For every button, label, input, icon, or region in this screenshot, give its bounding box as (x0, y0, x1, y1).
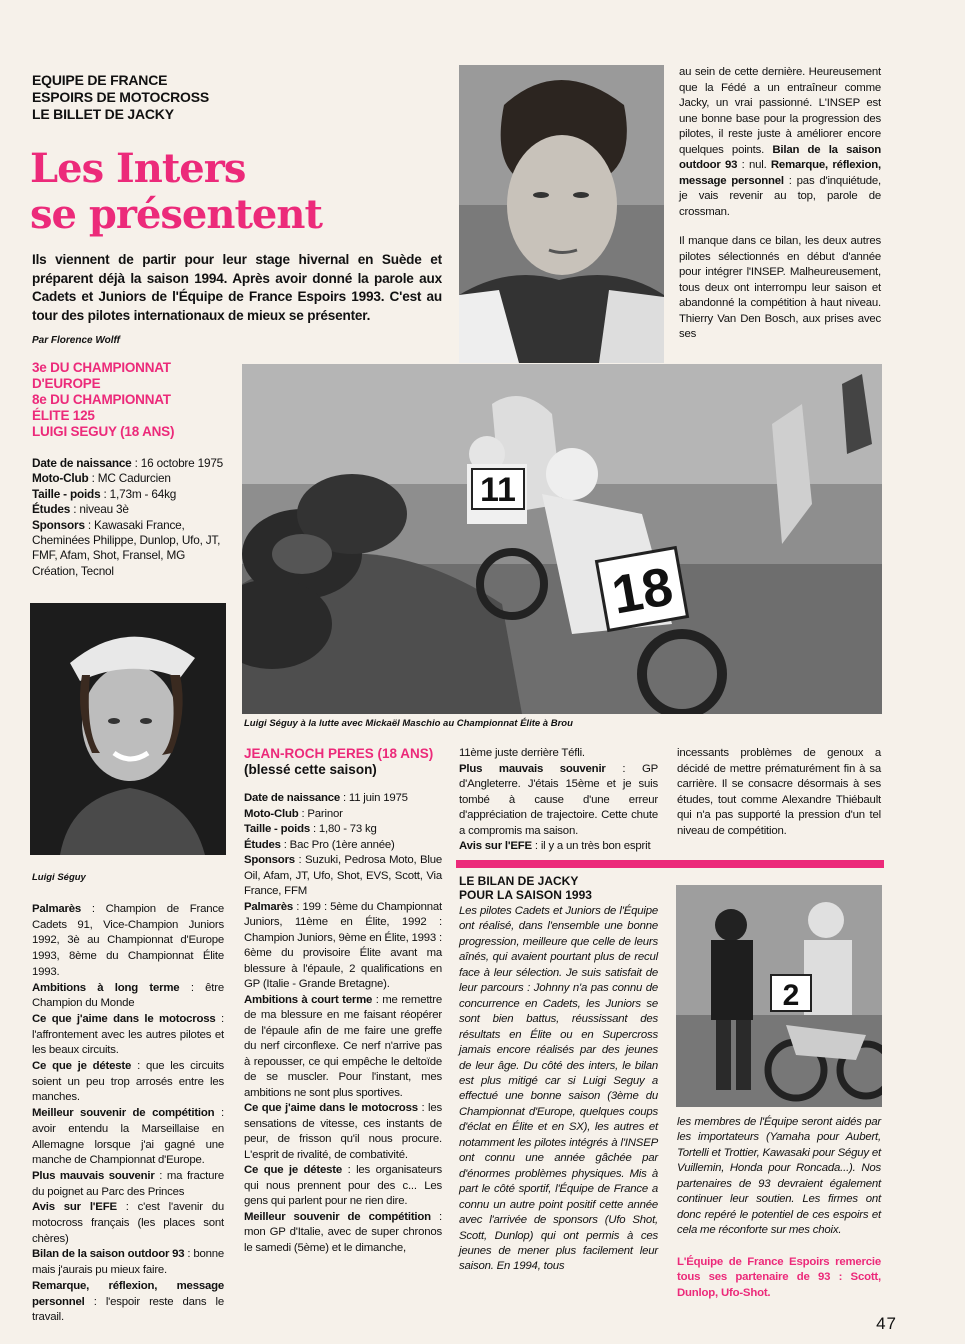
field-value: : les organisateurs qui nous prennent pour des c... Les gens qui parlent pour ne rien dire. (244, 1164, 442, 1207)
field-value: : Parinor (298, 807, 343, 820)
id-field (244, 1101, 442, 1163)
field-label: Taille - poids (244, 823, 310, 835)
field-value: : nul. (737, 159, 767, 171)
id-field (244, 791, 442, 807)
field-label: Plus mauvais souvenir (32, 1169, 155, 1182)
field-value: : me remettre de ma blessure en me faisant réopérer de l'épaule afin de me faire une greffe du nerf circonflexe. Ce nerf n'arrive pas à repousser, ce qui empêche le deltoïde de se muscler. Pour l'instant, mes ambitions ne sont plus sportives. (244, 993, 443, 1099)
id-field (244, 853, 442, 900)
field-value: : 1,80 - 73 kg (309, 823, 377, 835)
field-label: Sponsors (244, 854, 295, 866)
field-value: : 16 octobre 1975 (131, 456, 224, 470)
bio-field (32, 1247, 224, 1278)
bio-field (32, 902, 224, 981)
portrait-icon (459, 65, 664, 363)
field-value: : pas d'inquiétude, je vais revenir au top, parole de crossman. (679, 174, 881, 218)
field-value: 11ème juste derrière Téfli. (459, 747, 585, 759)
field-value: : bonne mais j'aurais pu mieux faire. (32, 1248, 225, 1277)
id-field (244, 1210, 442, 1257)
field-value: : il y a un très bon esprit (531, 840, 651, 852)
field-value: : être Champion du Monde (32, 981, 224, 1010)
field-label: Palmarès (32, 903, 82, 915)
race-plate-label: 18 (607, 556, 678, 626)
race-photo-icon (242, 364, 882, 714)
id-field (32, 518, 232, 580)
id-field (244, 822, 442, 838)
seguy-caption: Luigi Séguy (32, 872, 86, 883)
id-field (459, 762, 658, 840)
riders-plate-label: 2 (782, 979, 800, 1012)
peres-header (244, 746, 444, 778)
rank-line: LUIGI SEGUY (18 ANS) (32, 424, 175, 439)
field-label: Remarque, réflexion, message personnel (679, 159, 881, 187)
id-field (244, 993, 442, 1102)
bio-field (32, 981, 224, 1012)
field-label: Ce que je déteste (244, 1164, 343, 1176)
bilan-text: Les pilotes Cadets et Juniors de l'Équipe ont réalisé, dans l'ensemble une bonne progression, meilleure que celle de leurs aînés, qui avaient pourtant plus de recul face à leur sélection. Je suis satisfait de leur parcours : Johnny n'a pas connu de concurrence en Cadets, les Juniors se sont bien battus, réussissant des résultats en Élite ou en Supercross jamais encore réalisés par des jeunes de leur âge. Du côté des inters, le bilan est plus mitigé car si Luigi Seguy a effectué une bonne saison (3ème du Championnat d'Europe, quelques coups d'éclat en Élite et en SX), les autres et notamment les pilotes intégrés à l'INSEP ont connu une année gâchée par d'énormes problèmes physiques. Mis à part le côté sportif, l'Équipe de France a connu un autre point positif cette année avec l'arrivée de sponsors (Ufo Shot, Scott, Dunlop) qui ont permis à ces jeunes de mener plus facilement leur saison. En 1994, tous (459, 905, 658, 1273)
field-value: : Kawasaki France, Cheminées Philippe, Dunlop, Ufo, JT, FMF, Afam, Shot, Fransel, MG Création, Tecnol (32, 517, 221, 578)
race-caption: Luigi Séguy à la lutte avec Mickaël Maschio au Championnat Élite à Brou (244, 718, 573, 729)
id-field (244, 838, 442, 854)
field-label: Ce que je déteste (32, 1060, 132, 1073)
peres-title: JEAN-ROCH PERES (18 ANS) (244, 746, 434, 761)
id-field (32, 471, 232, 486)
field-label: Études (32, 502, 71, 517)
field-value: : 199 : 5ème du Championnat Juniors, 11ème en Élite, 1992 : Champion Juniors, 9ème en Élite, 1993 : 6ème du provisoire Élite avant ma blessure à l'épaule, 2 qualifications en GP (Italie - Grande Bretagne). (244, 900, 442, 990)
field-label: Avis sur l'EFE (32, 1201, 117, 1214)
kicker-line: EQUIPE DE FRANCE (32, 72, 168, 88)
peres-subtitle: (blessé cette saison) (244, 762, 377, 777)
field-value: : que les circuits soient un peu trop arrosés entre les manches. (32, 1060, 224, 1104)
bio-field (32, 1200, 224, 1247)
bio-field (32, 1106, 224, 1169)
headline (30, 146, 360, 238)
rank-line: 8e DU CHAMPIONNAT (32, 392, 171, 407)
kicker-line: ESPOIRS DE MOTOCROSS (32, 89, 209, 105)
field-value: : 11 juin 1975 (340, 792, 408, 804)
seguy-ranks (32, 360, 242, 440)
field-label: Remarque, réflexion, message personnel (32, 1279, 224, 1308)
kicker (32, 72, 262, 123)
field-value: : GP d'Angleterre. J'étais 15ème et je suis tombé à cause d'une erreur d'appréciation de trajectoire. Cette chute a compromis ma saison. (459, 762, 658, 837)
bilan-end: les membres de l'Équipe seront aidés par les importateurs (Yamaha pour Aubert, Tortelli et Trottier, Kawasaki pour Séguy et Vuillemin, Honda pour Roncada...). Nos partenaires de 93 devraient également continuer leur soutien. Les firmes ont donc repéré le potentiel de ces espoirs et cela me réconforte sur mes choix. (677, 1116, 881, 1237)
field-label: Meilleur souvenir de compétition (244, 1210, 431, 1223)
field-label: Date de naissance (244, 792, 341, 804)
field-value: : avoir entendu la Marseillaise en Allemagne lorsque j'ai gagné une manche de Championnat d'Europe. (32, 1107, 225, 1167)
page-number: 47 (876, 1314, 897, 1333)
bilan-title-line: POUR LA SAISON 1993 (459, 888, 592, 902)
field-value: : Champion de France Cadets 91, Vice-Champion Juniors 1992, 3è au Championnat d'Europe 1993, 8ème du Championnat Élite 1993. (32, 903, 224, 978)
bio-field (32, 1059, 224, 1106)
text-para (679, 65, 881, 220)
race-photo (242, 364, 882, 714)
field-value: : Suzuki, Pedrosa Moto, Blue Oil, Afam, JT, Ufo, Shot, EVS, Scott, Via France, FFM (244, 854, 442, 897)
id-field (459, 746, 658, 762)
field-value: : mon GP d'Italie, avec de super chronos le samedi (5ème) et le dimanche, (244, 1210, 443, 1254)
right-mid-column: incessants problèmes de genoux a décidé de mettre prématurément fin à sa carrière. Il se consacre désormais à ses études, tout comme Alexandre Thiébault qui n'a pas supporté la pression d'un tel niveau de compétition. (677, 747, 881, 837)
bilan-title (459, 874, 659, 902)
peres-continued (459, 746, 658, 855)
rank-line: ÉLITE 125 (32, 408, 95, 423)
id-field (244, 1163, 442, 1210)
headline-line: se présentent (30, 191, 322, 238)
field-value: : c'est l'avenir du motocross français (les places sont chères) (32, 1201, 225, 1245)
id-field (459, 839, 658, 855)
riders-photo-icon (676, 885, 882, 1107)
byline: Par Florence Wolff (32, 335, 120, 346)
field-label: Moto-Club (32, 471, 89, 486)
field-label: Bilan de la saison outdoor 93 (679, 143, 881, 171)
id-field (244, 807, 442, 823)
field-label: Bilan de la saison outdoor 93 (32, 1248, 185, 1261)
field-value: : l'espoir reste dans le travail. (32, 1295, 224, 1324)
seguy-id-card (32, 456, 232, 579)
bio-field (32, 1012, 224, 1059)
field-value: : niveau 3è (70, 502, 129, 517)
section-divider (456, 860, 884, 868)
field-label: Date de naissance (32, 456, 132, 470)
id-field (32, 456, 232, 471)
field-label: Meilleur souvenir de compétition (32, 1107, 215, 1120)
peres-portrait-photo (459, 65, 664, 363)
portrait-icon (30, 603, 226, 855)
field-label: Plus mauvais souvenir (459, 762, 606, 775)
race-plate-label: 11 (480, 471, 516, 509)
partners-thanks: L'Équipe de France Espoirs remercie tous ses partenaire de 93 : Scott, Dunlop, Ufo-Shot. (677, 1256, 881, 1299)
field-label: Palmarès (244, 900, 294, 913)
bio-field (32, 1169, 224, 1200)
field-label: Ce que j'aime dans le motocross (244, 1102, 418, 1114)
field-value: : les sensations de vitesse, ces instants de peur, de frisson qu'il nous procure. L'esprit de rivalité, de combativité. (244, 1102, 442, 1161)
id-field (244, 900, 442, 993)
peres-profile (244, 791, 442, 1256)
field-label: Sponsors (32, 517, 85, 532)
kicker-line: LE BILLET DE JACKY (32, 106, 174, 122)
field-value: : ma fracture du poignet au Parc des Princes (32, 1169, 224, 1198)
seguy-portrait-photo (30, 603, 226, 855)
field-label: Moto-Club (244, 807, 299, 820)
rank-line: 3e DU CHAMPIONNAT (32, 360, 171, 375)
seguy-bio (32, 902, 224, 1326)
field-value: : MC Cadurcien (88, 471, 171, 486)
field-label: Ambitions à court terme (244, 993, 373, 1006)
field-label: Avis sur l'EFE (459, 840, 532, 852)
field-label: Ambitions à long terme (32, 981, 180, 994)
id-field (32, 487, 232, 502)
text-para: Il manque dans ce bilan, les deux autres pilotes sélectionnés en début d'année pour intégrer l'INSEP. Malheureusement, tous deux ont interrompu leur saison et abandonné la compétition à haut niveau. Thierry Van Den Bosch, aux prises avec ses (679, 235, 881, 340)
headline-line: Les Inters (30, 145, 246, 192)
bio-field (32, 1279, 224, 1326)
field-value: : Bac Pro (1ère année) (280, 838, 395, 851)
field-label: Études (244, 838, 281, 851)
bilan-title-line: LE BILAN DE JACKY (459, 874, 579, 888)
field-label: Ce que j'aime dans le motocross (32, 1012, 216, 1025)
standfirst: Ils viennent de partir pour leur stage hivernal en Suède et préparent déjà la saison 1994. Après avoir donné la parole aux Cadets et Juniors de l'Équipe de France Espoirs 1993. C'est au tour des pilotes internationaux de mieux se présenter. (32, 252, 442, 323)
field-value: au sein de cette dernière. Heureusement que la Fédé a un entraîneur comme Jacky, un vrai passionné. L'INSEP est une bonne base pour la progression des pilotes, il reste juste à améliorer encore quelques points. (679, 66, 881, 156)
field-value: : 1,73m - 64kg (100, 486, 177, 501)
top-right-column (679, 65, 881, 343)
riders-photo (676, 885, 882, 1107)
field-label: Taille - poids (32, 486, 101, 501)
rank-line: D'EUROPE (32, 376, 101, 391)
field-value: : l'affrontement avec les autres pilotes et les beaux circuits. (32, 1012, 224, 1057)
id-field (32, 502, 232, 517)
